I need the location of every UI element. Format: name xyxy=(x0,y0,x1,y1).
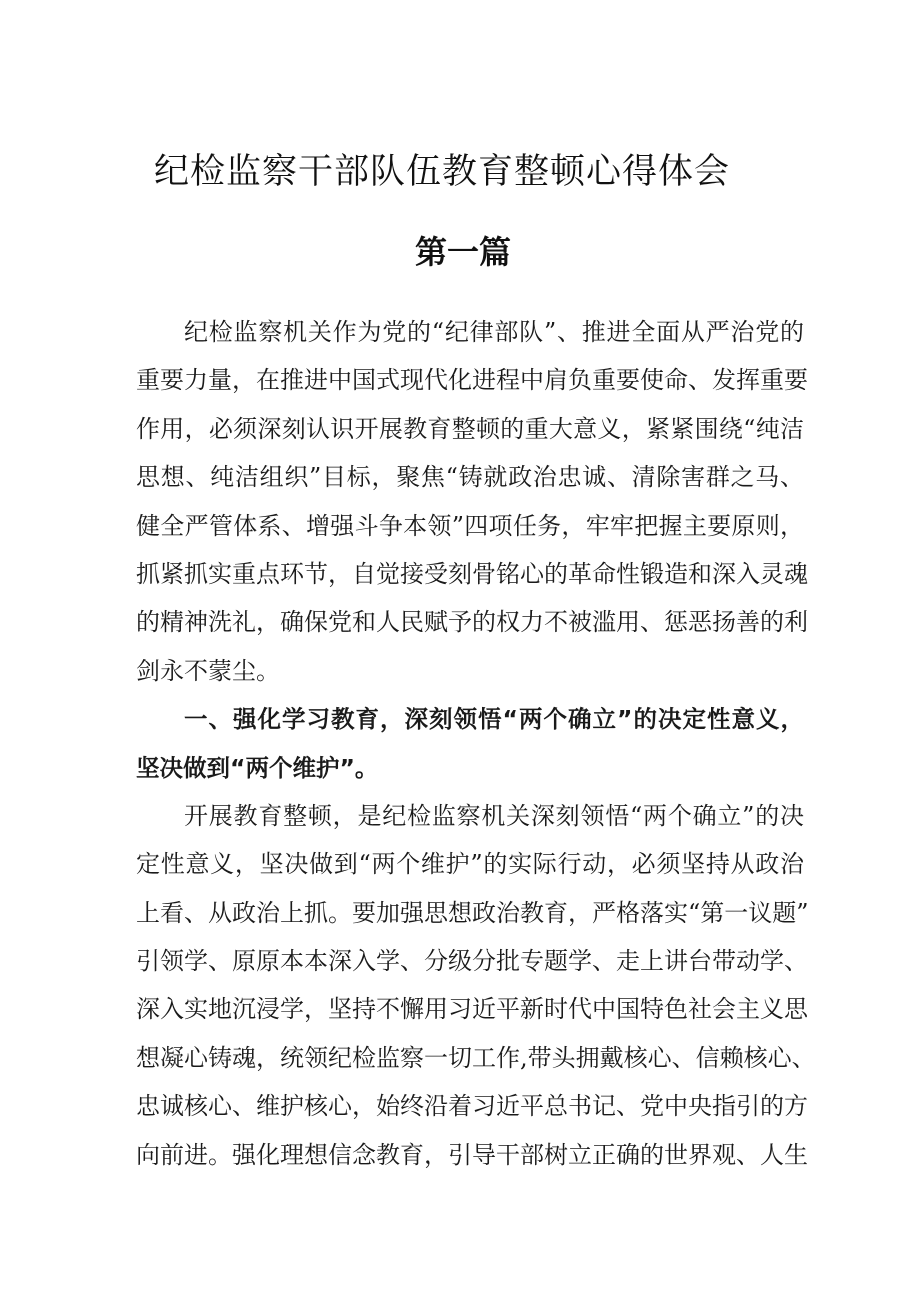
paragraph-line: 作用，必须深刻认识开展教育整顿的重大意义，紧紧围绕“纯洁 xyxy=(136,414,804,443)
paragraph-line: 开展教育整顿，是纪检监察机关深刻领悟“两个确立”的决 xyxy=(184,801,804,830)
document-body xyxy=(136,308,816,1179)
paragraph-section-1 xyxy=(136,792,816,1179)
document-subtitle: 第一篇 xyxy=(414,233,511,271)
paragraph-line: 忠诚核心、维护核心，始终沿着习近平总书记、党中央指引的方 xyxy=(136,1092,808,1121)
paragraph-line: 思想、纯洁组织”目标，聚焦“铸就政治忠诚、清除害群之马、 xyxy=(136,463,804,492)
paragraph-line: 上看、从政治上抓。要加强思想政治教育，严格落实“第一议题” xyxy=(136,898,809,927)
section-heading-1 xyxy=(136,695,804,792)
paragraph-line: 向前进。强化理想信念教育，引导干部树立正确的世界观、人生 xyxy=(136,1140,808,1169)
heading-line: 一、强化学习教育，深刻领悟“两个确立”的决定性意义， xyxy=(184,705,804,734)
paragraph-line: 重要力量，在推进中国式现代化进程中肩负重要使命、发挥重要 xyxy=(136,366,808,395)
paragraph-line: 抓紧抓实重点环节，自觉接受刻骨铭心的革命性锻造和深入灵魂 xyxy=(136,559,808,588)
paragraph-line: 引领学、原原本本深入学、分级分批专题学、走上讲台带动学、 xyxy=(136,947,808,976)
heading-line: 坚决做到“两个维护”。 xyxy=(136,753,379,782)
paragraph-line: 剑永不蒙尘。 xyxy=(136,656,280,685)
paragraph-intro xyxy=(136,308,808,695)
paragraph-line: 的精神洗礼，确保党和人民赋予的权力不被滥用、惩恶扬善的利 xyxy=(136,608,808,637)
paragraph-line: 深入实地沉浸学，坚持不懈用习近平新时代中国特色社会主义思 xyxy=(136,995,808,1024)
paragraph-line: 想凝心铸魂，统领纪检监察一切工作,带头拥戴核心、信赖核心、 xyxy=(136,1043,816,1072)
paragraph-line: 纪检监察机关作为党的“纪律部队”、推进全面从严治党的 xyxy=(184,318,804,346)
document-title: 纪检监察干部队伍教育整顿心得体会 xyxy=(153,152,730,192)
paragraph-line: 定性意义，坚决做到“两个维护”的实际行动，必须坚持从政治 xyxy=(136,850,804,879)
paragraph-line: 健全严管体系、增强斗争本领”四项任务，牢牢把握主要原则， xyxy=(136,511,804,540)
